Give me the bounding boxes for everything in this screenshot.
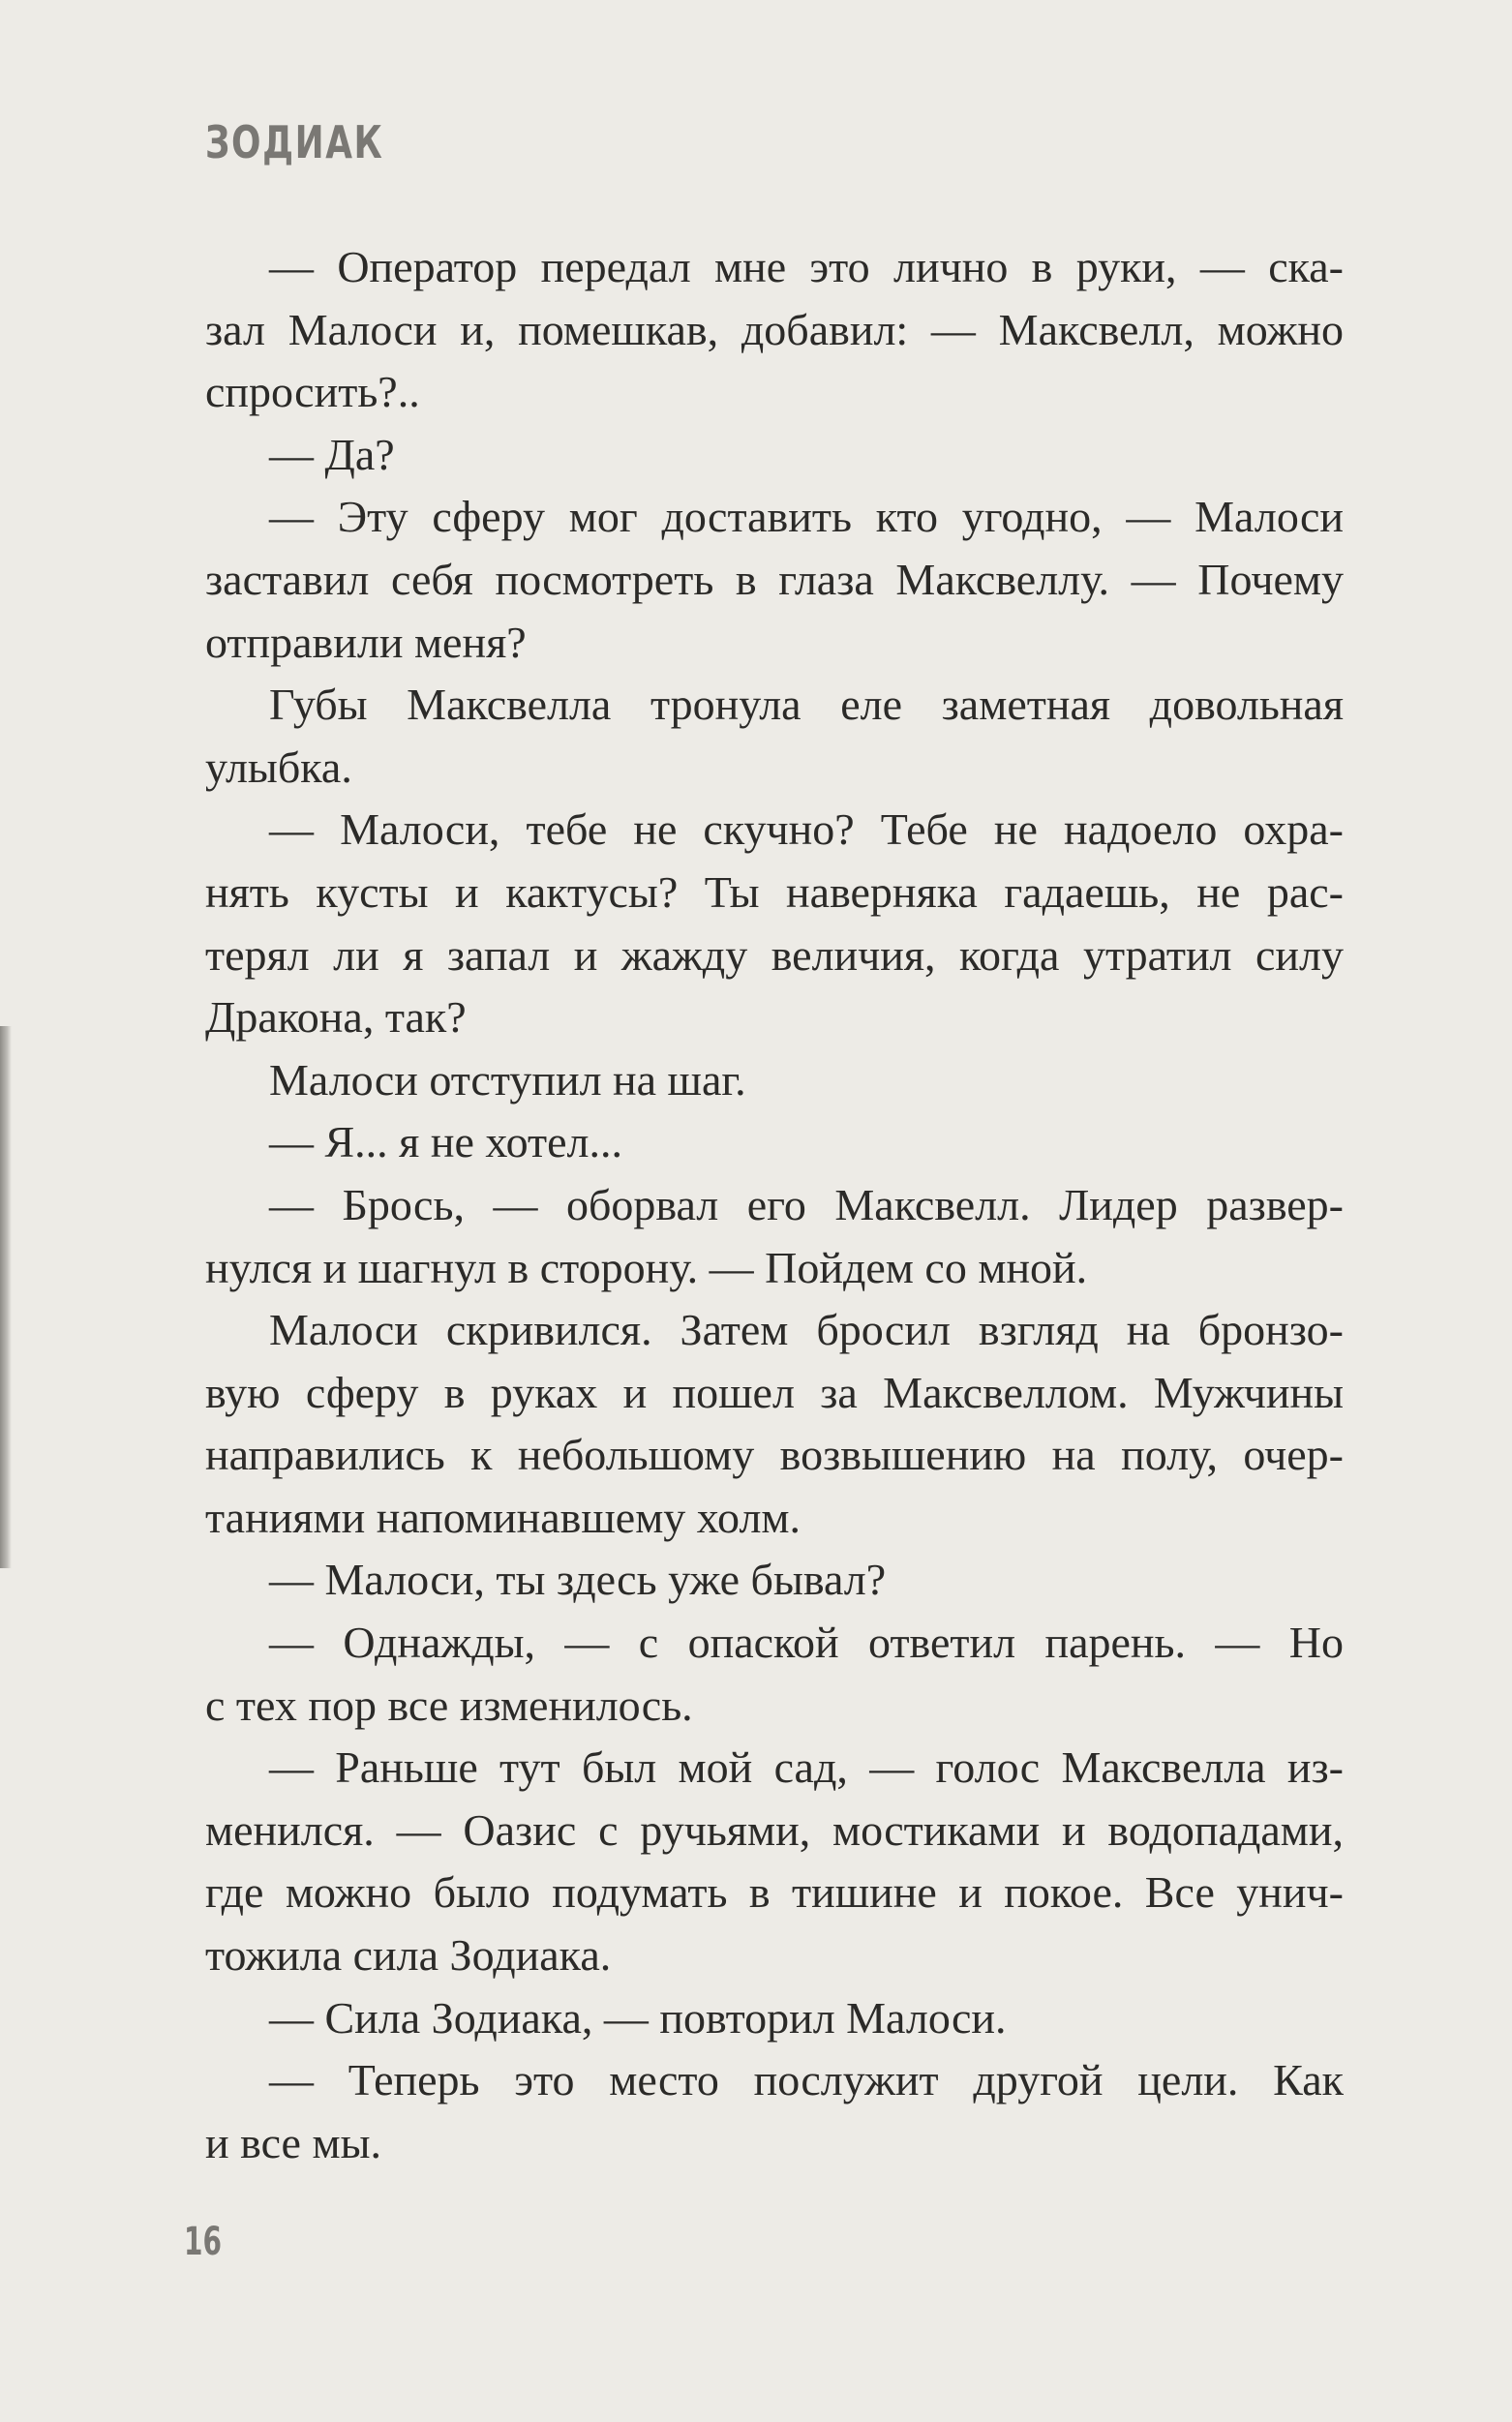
text-line: где можно было подумать в тишине и покое. Все унич- bbox=[205, 1867, 1344, 1918]
text-line: — Брось, — оборвал его Максвелл. Лидер развер- bbox=[269, 1179, 1344, 1229]
text-line: Малоси отступил на шаг. bbox=[269, 1054, 746, 1105]
text-line: — Однажды, — с опаской ответил парень. — Но bbox=[269, 1618, 1344, 1668]
text-line: зал Малоси и, помешкав, добавил: — Максвелл, можно bbox=[205, 304, 1344, 354]
page-edge-shadow bbox=[0, 1026, 12, 1568]
text-line: — Раньше тут был мой сад, — голос Максвелла из- bbox=[269, 1742, 1344, 1793]
text-line: Малоси скривился. Затем бросил взгляд на бронзо- bbox=[269, 1305, 1344, 1355]
text-line: Губы Максвелла тронула еле заметная довольная bbox=[269, 680, 1344, 730]
text-line: с тех пор все изменилось. bbox=[205, 1680, 693, 1730]
text-line: нулся и шагнул в сторону. — Пойдем со мной. bbox=[205, 1242, 1088, 1292]
text-line: направились к небольшому возвышению на полу, очер- bbox=[205, 1430, 1344, 1480]
text-line: — Теперь это место послужит другой цели. Как bbox=[269, 2055, 1344, 2105]
body-text bbox=[205, 236, 1344, 2174]
text-line: — Эту сферу мог доставить кто угодно, — Малоси bbox=[269, 492, 1344, 542]
text-line: Дракона, так? bbox=[205, 992, 467, 1043]
text-line: вую сферу в руках и пошел за Максвеллом. Мужчины bbox=[205, 1367, 1344, 1417]
text-line: — Да? bbox=[269, 429, 395, 479]
text-line: — Сила Зодиака, — повторил Малоси. bbox=[269, 1992, 1007, 2043]
text-line: менился. — Оазис с ручьями, мостиками и водопадами, bbox=[205, 1804, 1344, 1855]
text-line: заставил себя посмотреть в глаза Максвеллу. — Почему bbox=[205, 554, 1344, 604]
page-number: 16 bbox=[184, 2220, 222, 2264]
text-line: спросить?.. bbox=[205, 367, 420, 417]
text-line: — Я... я не хотел... bbox=[269, 1117, 622, 1167]
text-line: тожила сила Зодиака. bbox=[205, 1930, 612, 1981]
text-line: терял ли я запал и жажду величия, когда утратил силу bbox=[205, 929, 1344, 980]
text-line: — Малоси, тебе не скучно? Тебе не надоело охра- bbox=[269, 804, 1344, 855]
text-line: отправили меня? bbox=[205, 617, 527, 667]
text-line: таниями напоминавшему холм. bbox=[205, 1492, 801, 1542]
running-head: ЗОДИАК bbox=[205, 116, 384, 168]
text-line: улыбка. bbox=[205, 742, 352, 792]
text-line: нять кусты и кактусы? Ты наверняка гадаешь, не рас- bbox=[205, 866, 1344, 917]
text-line: — Оператор передал мне это лично в руки, — ска- bbox=[269, 242, 1344, 291]
text-line: — Малоси, ты здесь уже бывал? bbox=[269, 1555, 887, 1605]
text-line: и все мы. bbox=[205, 2117, 381, 2167]
